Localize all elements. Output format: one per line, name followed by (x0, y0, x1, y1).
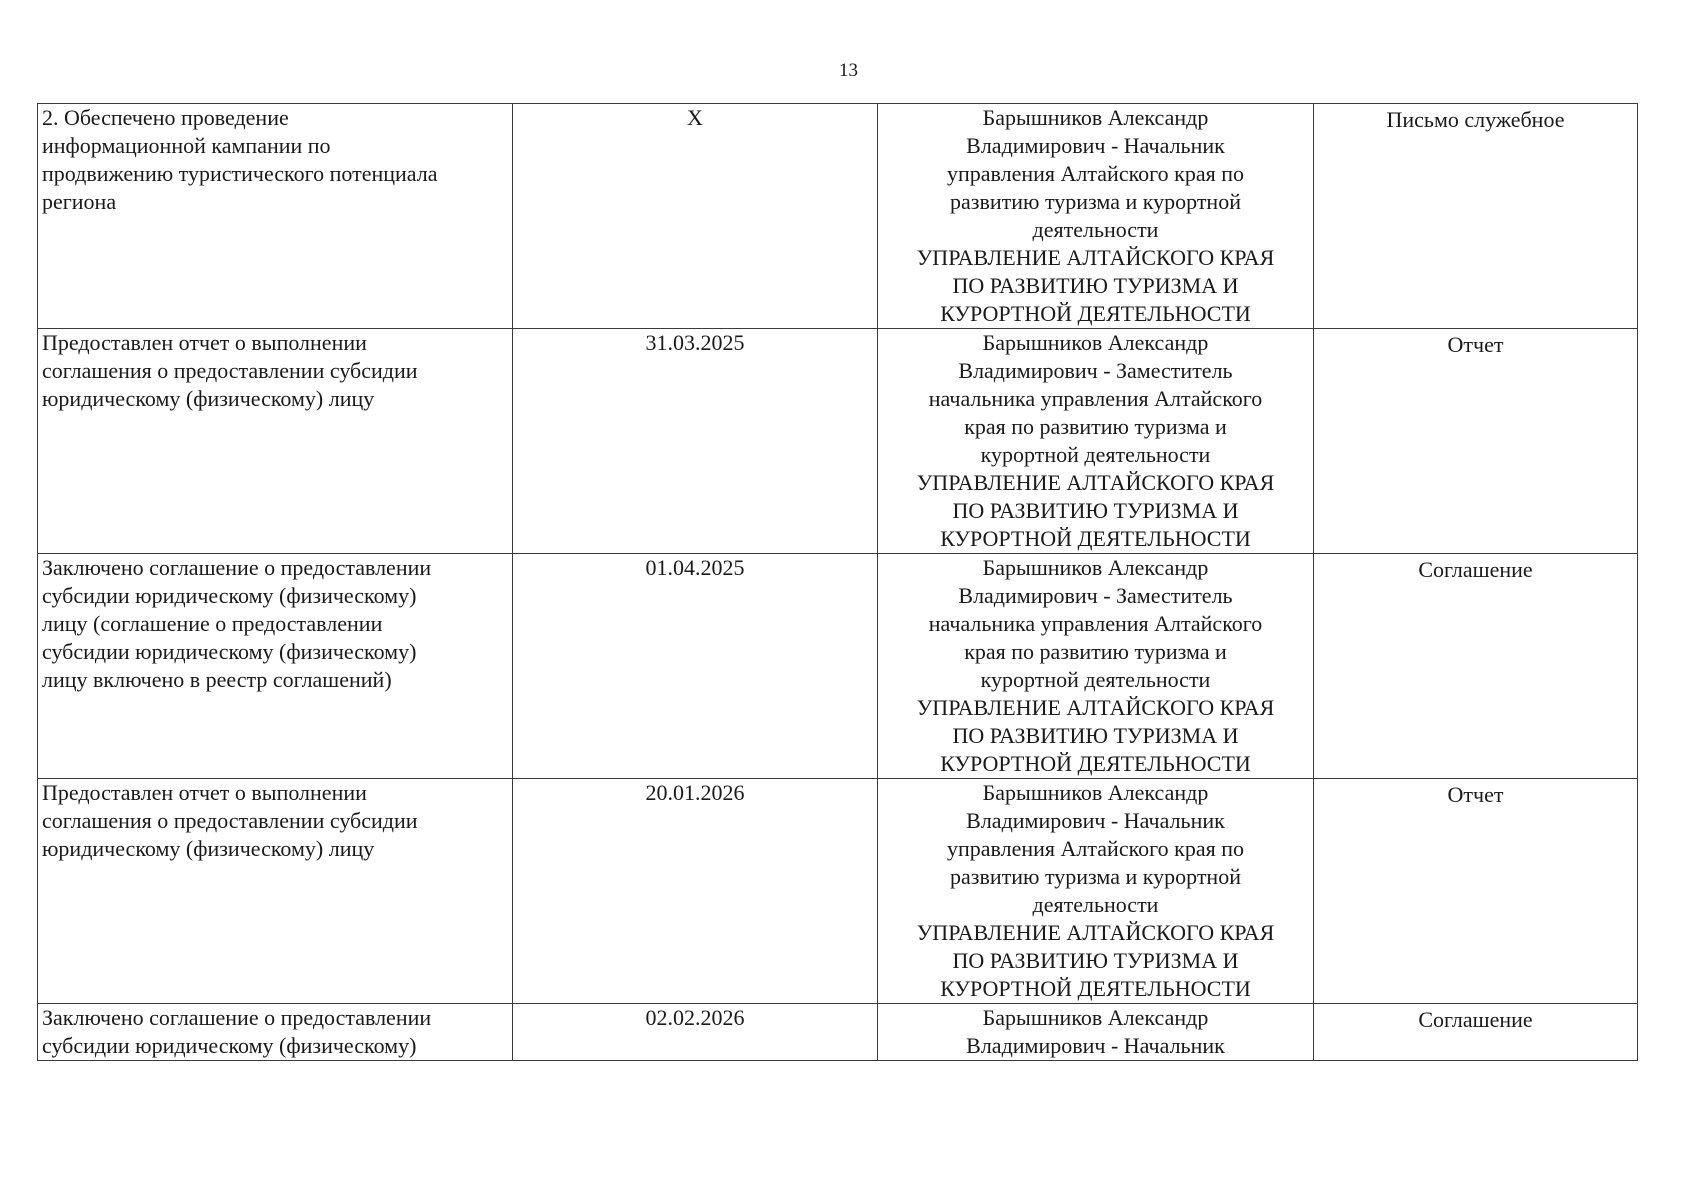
responsible-line: управления Алтайского края по (947, 161, 1244, 186)
responsible-line: Владимирович - Начальник (966, 1033, 1225, 1058)
result-cell (38, 1004, 513, 1061)
responsible-line: управления Алтайского края по (947, 836, 1244, 861)
responsible-line: Владимирович - Начальник (966, 133, 1225, 158)
result-line: лицу включено в реестр соглашений) (42, 667, 392, 692)
responsible-line: Владимирович - Заместитель (958, 583, 1233, 608)
responsible-line: Барышников Александр (982, 105, 1209, 130)
responsible-line: деятельности (1032, 217, 1159, 242)
responsible-line: Барышников Александр (982, 780, 1209, 805)
responsible-line: начальника управления Алтайского (928, 611, 1263, 636)
result-line: Заключено соглашение о предоставлении (42, 1005, 432, 1030)
responsible-line: Владимирович - Заместитель (958, 358, 1233, 383)
date-cell: 31.03.2025 (513, 329, 878, 554)
responsible-cell (878, 779, 1314, 1004)
document-type-cell: Отчет (1314, 779, 1638, 1004)
responsible-line: развитию туризма и курортной (950, 189, 1241, 214)
responsible-line: Владимирович - Начальник (966, 808, 1225, 833)
responsible-line: КУРОРТНОЙ ДЕЯТЕЛЬНОСТИ (940, 301, 1251, 326)
result-line: соглашения о предоставлении субсидии (42, 358, 418, 383)
result-line: юридическому (физическому) лицу (42, 836, 375, 861)
result-cell (38, 104, 513, 329)
responsible-line: УПРАВЛЕНИЕ АЛТАЙСКОГО КРАЯ (916, 245, 1275, 270)
result-line: продвижению туристического потенциала (42, 161, 438, 186)
responsible-line: Барышников Александр (982, 555, 1209, 580)
result-cell (38, 554, 513, 779)
result-line: соглашения о предоставлении субсидии (42, 808, 418, 833)
responsible-line: деятельности (1032, 892, 1159, 917)
responsible-line: Барышников Александр (982, 330, 1209, 355)
responsible-line: ПО РАЗВИТИЮ ТУРИЗМА И (952, 498, 1239, 523)
responsible-line: КУРОРТНОЙ ДЕЯТЕЛЬНОСТИ (940, 751, 1251, 776)
responsible-line: развитию туризма и курортной (950, 864, 1241, 889)
table-row (38, 1004, 1638, 1061)
document-type-cell: Отчет (1314, 329, 1638, 554)
responsible-line: Барышников Александр (982, 1005, 1209, 1030)
table-row (38, 329, 1638, 554)
result-line: информационной кампании по (42, 133, 331, 158)
responsible-line: КУРОРТНОЙ ДЕЯТЕЛЬНОСТИ (940, 526, 1251, 551)
date-cell: 02.02.2026 (513, 1004, 878, 1061)
result-line: Предоставлен отчет о выполнении (42, 780, 367, 805)
result-cell (38, 329, 513, 554)
responsible-line: начальника управления Алтайского (928, 386, 1263, 411)
table-row (38, 104, 1638, 329)
date-cell: 20.01.2026 (513, 779, 878, 1004)
responsible-line: курортной деятельности (980, 442, 1211, 467)
result-line: лицу (соглашение о предоставлении (42, 611, 383, 636)
responsible-line: УПРАВЛЕНИЕ АЛТАЙСКОГО КРАЯ (916, 695, 1275, 720)
responsible-line: ПО РАЗВИТИЮ ТУРИЗМА И (952, 723, 1239, 748)
responsible-line: УПРАВЛЕНИЕ АЛТАЙСКОГО КРАЯ (916, 920, 1275, 945)
responsible-line: края по развитию туризма и (964, 414, 1227, 439)
result-line: юридическому (физическому) лицу (42, 386, 375, 411)
document-type-cell: Письмо служебное (1314, 104, 1638, 329)
date-cell: X (513, 104, 878, 329)
responsible-cell (878, 329, 1314, 554)
document-type-cell: Соглашение (1314, 554, 1638, 779)
responsible-cell (878, 1004, 1314, 1061)
result-line: субсидии юридическому (физическому) (42, 1033, 417, 1058)
table-row (38, 779, 1638, 1004)
result-line: субсидии юридическому (физическому) (42, 639, 417, 664)
page-number: 13 (839, 60, 858, 81)
responsible-line: курортной деятельности (980, 667, 1211, 692)
responsible-line: края по развитию туризма и (964, 639, 1227, 664)
result-line: Предоставлен отчет о выполнении (42, 330, 367, 355)
date-cell: 01.04.2025 (513, 554, 878, 779)
result-line: Заключено соглашение о предоставлении (42, 555, 432, 580)
responsible-line: ПО РАЗВИТИЮ ТУРИЗМА И (952, 948, 1239, 973)
result-line: 2. Обеспечено проведение (42, 105, 289, 130)
result-line: субсидии юридическому (физическому) (42, 583, 417, 608)
control-points-table (37, 103, 1638, 1061)
table-row (38, 554, 1638, 779)
responsible-cell (878, 104, 1314, 329)
responsible-line: УПРАВЛЕНИЕ АЛТАЙСКОГО КРАЯ (916, 470, 1275, 495)
result-cell (38, 779, 513, 1004)
result-line: региона (42, 189, 117, 214)
document-type-cell: Соглашение (1314, 1004, 1638, 1061)
responsible-line: КУРОРТНОЙ ДЕЯТЕЛЬНОСТИ (940, 976, 1251, 1001)
responsible-cell (878, 554, 1314, 779)
responsible-line: ПО РАЗВИТИЮ ТУРИЗМА И (952, 273, 1239, 298)
